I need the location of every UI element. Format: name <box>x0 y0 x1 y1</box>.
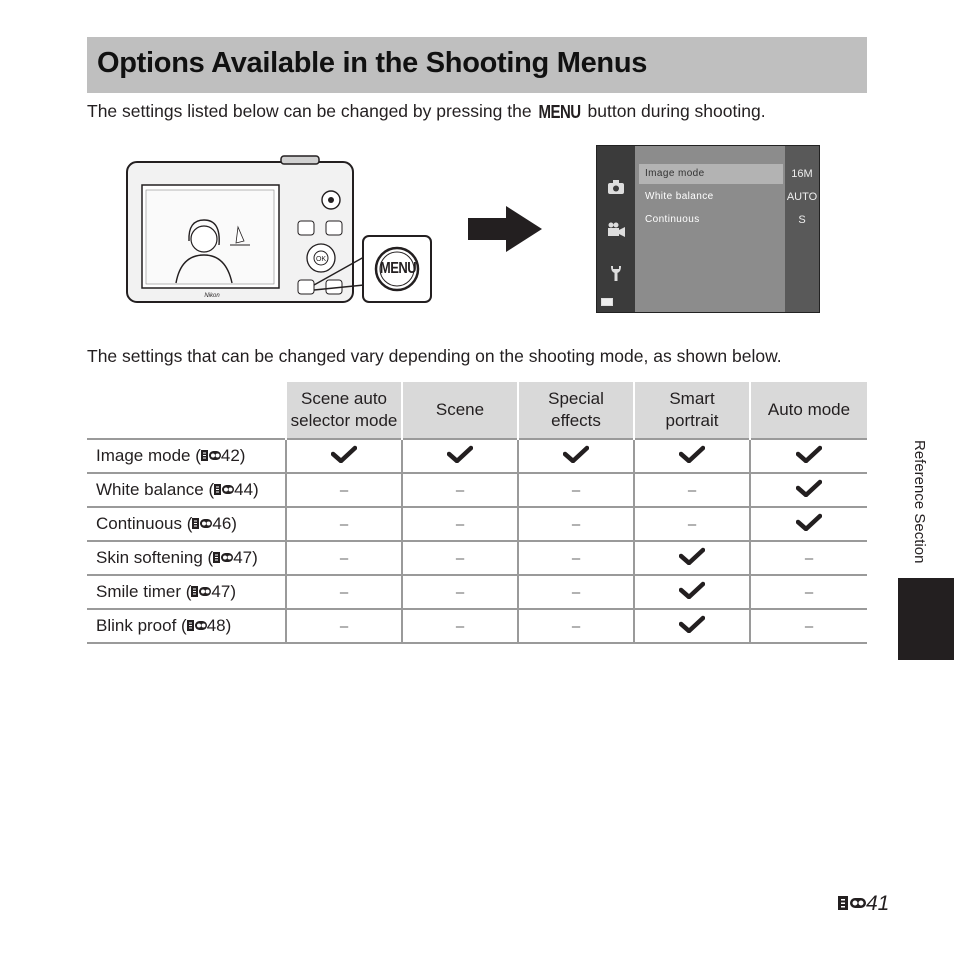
dash-mark: – <box>571 516 581 533</box>
dash-mark: – <box>339 516 349 533</box>
column-header <box>750 382 867 439</box>
column-header <box>402 382 518 439</box>
dash-mark: – <box>804 550 814 567</box>
unavailable-cell <box>402 541 518 575</box>
checkmark-icon <box>796 513 822 531</box>
menu-screen <box>596 145 820 313</box>
available-cell <box>286 439 402 473</box>
unavailable-cell <box>634 473 750 507</box>
unavailable-cell <box>750 575 867 609</box>
column-header-line: Auto mode <box>767 399 851 419</box>
dash-mark: – <box>455 550 465 567</box>
intro-text-after: button during shooting. <box>587 101 766 121</box>
reference-book-icon <box>201 447 221 460</box>
checkmark-icon <box>331 445 357 463</box>
wrench-icon <box>606 264 626 282</box>
options-table <box>87 382 867 644</box>
unavailable-cell <box>402 609 518 643</box>
row-label-text: Smile timer ( <box>96 582 192 601</box>
column-header-line: Scene auto <box>300 388 387 408</box>
row-label-text: Skin softening ( <box>96 548 214 567</box>
continuous-value: S <box>798 214 806 226</box>
dash-mark: – <box>571 618 581 635</box>
dash-mark: – <box>804 584 814 601</box>
section-tab <box>898 578 954 660</box>
row-page-ref[interactable]: 47) <box>233 548 258 567</box>
checkmark-icon <box>679 581 705 599</box>
unavailable-cell <box>518 473 634 507</box>
page-number <box>838 892 889 916</box>
column-header-line: effects <box>551 411 601 430</box>
checkmark-icon <box>447 445 473 463</box>
checkmark-icon <box>679 615 705 633</box>
unavailable-cell <box>518 609 634 643</box>
camera-illustration <box>126 155 436 305</box>
dash-mark: – <box>339 584 349 601</box>
row-page-ref[interactable]: 46) <box>212 514 237 533</box>
checkmark-icon <box>796 445 822 463</box>
reference-book-icon <box>191 583 211 596</box>
row-label-text: Image mode ( <box>96 446 201 465</box>
checkmark-icon <box>563 445 589 463</box>
menu-item-image-mode[interactable]: Image mode <box>639 164 783 184</box>
unavailable-cell <box>286 507 402 541</box>
reference-book-icon <box>187 617 207 630</box>
reference-book-icon <box>838 894 866 912</box>
available-cell <box>634 609 750 643</box>
unavailable-cell <box>750 609 867 643</box>
dash-mark: – <box>455 516 465 533</box>
row-label <box>87 609 286 643</box>
intro-text-before: The settings listed below can be changed by pressing the <box>87 101 532 121</box>
column-header <box>286 382 402 439</box>
menu-button-glyph: MENU <box>538 101 581 124</box>
row-label-text: Blink proof ( <box>96 616 187 635</box>
camera-icon <box>606 178 626 196</box>
dash-mark: – <box>804 618 814 635</box>
unavailable-cell <box>286 575 402 609</box>
row-page-ref[interactable]: 48) <box>206 616 232 635</box>
dash-mark: – <box>339 618 349 635</box>
unavailable-cell <box>518 541 634 575</box>
dash-mark: – <box>687 516 697 533</box>
table-row <box>87 609 867 643</box>
unavailable-cell <box>750 541 867 575</box>
page-number-value: 41 <box>866 892 890 915</box>
table-header-row <box>87 382 867 439</box>
page-title: Options Available in the Shooting Menus <box>97 47 648 79</box>
menu-item-continuous[interactable]: Continuous <box>645 214 700 225</box>
checkmark-icon <box>679 445 705 463</box>
dash-mark: – <box>339 550 349 567</box>
unavailable-cell <box>634 507 750 541</box>
unavailable-cell <box>518 507 634 541</box>
unavailable-cell <box>286 609 402 643</box>
available-cell <box>634 541 750 575</box>
dash-mark: – <box>687 482 697 499</box>
reference-book-icon <box>192 515 212 528</box>
row-page-ref[interactable]: 47) <box>211 582 236 601</box>
column-header-line: selector mode <box>290 411 398 430</box>
reference-book-icon <box>213 549 233 562</box>
unavailable-cell <box>402 575 518 609</box>
dash-mark: – <box>571 550 581 567</box>
table-header-blank <box>87 382 286 439</box>
unavailable-cell <box>286 541 402 575</box>
white-balance-value: AUTO <box>786 191 818 203</box>
row-label <box>87 541 286 575</box>
unavailable-cell <box>402 507 518 541</box>
reference-book-icon <box>214 481 234 494</box>
row-label <box>87 439 286 473</box>
row-label <box>87 575 286 609</box>
menu-sidebar <box>597 146 635 312</box>
table-row <box>87 473 867 507</box>
available-cell <box>750 507 867 541</box>
dash-mark: – <box>571 482 581 499</box>
mode-paragraph: The settings that can be changed vary depending on the shooting mode, as shown below. <box>87 346 782 366</box>
row-label <box>87 507 286 541</box>
row-label-text: White balance ( <box>96 480 215 499</box>
available-cell <box>634 575 750 609</box>
unavailable-cell <box>402 473 518 507</box>
image-mode-value: 16M <box>791 168 813 180</box>
checkmark-icon <box>796 479 822 497</box>
title-bar <box>87 37 867 93</box>
available-cell <box>402 439 518 473</box>
row-label <box>87 473 286 507</box>
section-side-label: Reference Section <box>911 440 928 564</box>
menu-panel <box>635 146 785 312</box>
row-page-ref[interactable]: 42) <box>220 446 246 465</box>
dash-mark: – <box>455 618 465 635</box>
intro-paragraph <box>87 101 877 122</box>
dash-mark: – <box>571 584 581 601</box>
column-header-line: Smart <box>669 388 715 408</box>
battery-icon <box>601 298 613 306</box>
available-cell <box>634 439 750 473</box>
available-cell <box>750 473 867 507</box>
table-row <box>87 541 867 575</box>
unavailable-cell <box>286 473 402 507</box>
dash-mark: – <box>455 482 465 499</box>
svg-text:OK: OK <box>315 256 327 263</box>
checkmark-icon <box>679 547 705 565</box>
available-cell <box>518 439 634 473</box>
table-row <box>87 575 867 609</box>
column-header-line: Special <box>548 388 604 408</box>
unavailable-cell <box>518 575 634 609</box>
dash-mark: – <box>339 482 349 499</box>
column-header-line: Scene <box>435 399 485 419</box>
column-header <box>518 382 634 439</box>
table-row <box>87 439 867 473</box>
svg-text:Nikon: Nikon <box>204 293 220 299</box>
menu-values-column <box>785 146 819 312</box>
column-header-line: portrait <box>665 411 719 430</box>
movie-icon <box>606 221 626 239</box>
available-cell <box>750 439 867 473</box>
column-header <box>634 382 750 439</box>
menu-item-white-balance[interactable]: White balance <box>645 191 714 202</box>
dash-mark: – <box>455 584 465 601</box>
right-arrow-icon <box>468 206 542 252</box>
row-label-text: Continuous ( <box>96 514 193 533</box>
row-page-ref[interactable]: 44) <box>234 480 259 499</box>
camera-menu-button-label: MENU <box>379 258 417 277</box>
table-row <box>87 507 867 541</box>
